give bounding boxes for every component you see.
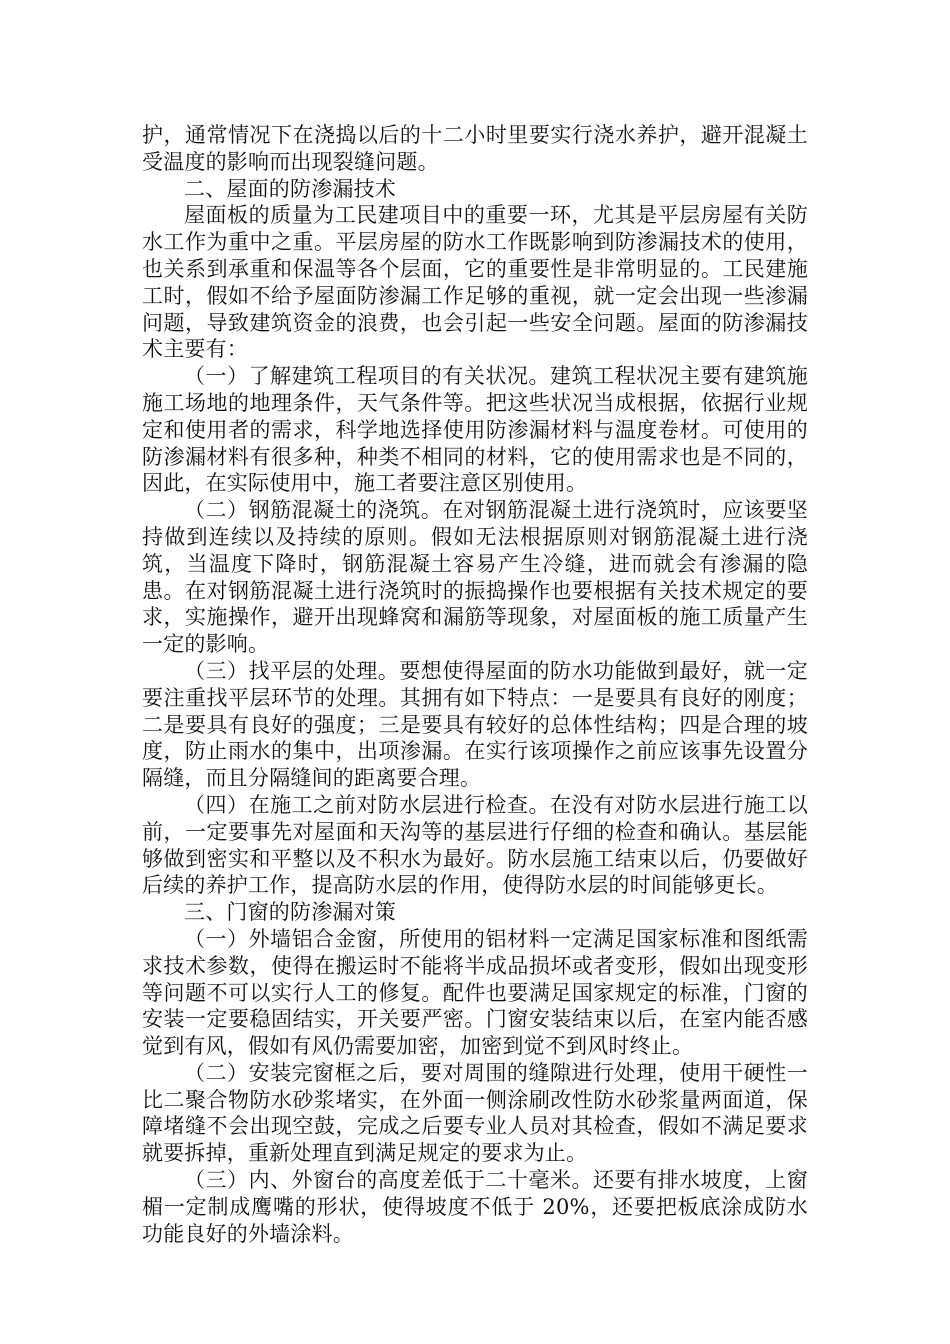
section-heading-windows: 三、门窗的防渗漏对策: [184, 900, 396, 925]
paragraph-windows-item-1: （一）外墙铝合金窗，所使用的铝材料一定满足国家标准和图纸需求技术参数，使得在搬运时不能将半成品损坏或者变形，假如出现变形等问题不可以实行人工的修复。配件也要满足国家规定的标准，门窗的安装一定要稳固结实，开关要严密。门窗安装结束以后，在室内能否感觉到有风，假如有风仍需要加密，加密到觉不到风时终止。: [142, 926, 808, 1059]
paragraph-roof-item-4: （四）在施工之前对防水层进行检查。在没有对防水层进行施工以前，一定要事先对屋面和天沟等的基层进行仔细的检查和确认。基层能够做到密实和平整以及不积水为最好。防水层施工结束以后，仍要做好后续的养护工作，提高防水层的作用，使得防水层的时间能够更长。: [142, 792, 808, 898]
paragraph-windows-item-2: （二）安装完窗框之后，要对周围的缝隙进行处理，使用干硬性一比二聚合物防水砂浆堵实，在外面一侧涂刷改性防水砂浆量两面道，保障堵缝不会出现空鼓，完成之后要专业人员对其检查，假如不满足要求就要拆掉，重新处理直到满足规定的要求为止。: [142, 1060, 808, 1166]
paragraph-roof-item-2: （二）钢筋混凝土的浇筑。在对钢筋混凝土进行浇筑时，应该要坚持做到连续以及持续的原则。假如无法根据原则对钢筋混凝土进行浇筑，当温度下降时，钢筋混凝土容易产生冷缝，进而就会有渗漏的隐患。在对钢筋混凝土进行浇筑时的振捣操作也要根据有关技术规定的要求，实施操作，避开出现蜂窝和漏筋等现象，对屋面板的施工质量产生一定的影响。: [142, 498, 808, 657]
paragraph-roof-item-1: （一）了解建筑工程项目的有关状况。建筑工程状况主要有建筑施施工场地的地理条件，天气条件等。把这些状况当成根据，依据行业规定和使用者的需求，科学地选择使用防渗漏材料与温度卷材。可使用的防渗漏材料有很多种，种类不相同的材料，它的使用需求也是不同的，因此，在实际使用中，施工者要注意区别使用。: [142, 364, 808, 496]
paragraph-windows-item-3: （三）内、外窗台的高度差低于二十毫米。还要有排水坡度，上窗楣一定制成鹰嘴的形状，使得坡度不低于 20%，还要把板底涂成防水功能良好的外墙涂料。: [142, 1168, 808, 1246]
paragraph-continuation: 护，通常情况下在浇捣以后的十二小时里要实行浇水养护，避开混凝土受温度的影响而出现裂缝问题。: [142, 123, 808, 174]
paragraph-roof-intro: 屋面板的质量为工民建项目中的重要一环，尤其是平层房屋有关防水工作为重中之重。平层房屋的防水工作既影响到防渗漏技术的使用，也关系到承重和保温等各个层面，它的重要性是非常明显的。工民建施工时，假如不给予屋面防渗漏工作足够的重视，就一定会出现一些渗漏问题，导致建筑资金的浪费，也会引起一些安全问题。屋面的防渗漏技术主要有：: [142, 203, 808, 362]
section-heading-roof: 二、屋面的防渗漏技术: [184, 176, 396, 201]
paragraph-roof-item-3: （三）找平层的处理。要想使得屋面的防水功能做到最好，就一定要注重找平层环节的处理。其拥有如下特点：一是要具有良好的刚度；二是要具有良好的强度；三是要具有较好的总体性结构；四是合理的坡度，防止雨水的集中，出项渗漏。在实行该项操作之前应该事先设置分隔缝，而且分隔缝间的距离要合理。: [142, 658, 808, 791]
document-body: [142, 122, 808, 1247]
